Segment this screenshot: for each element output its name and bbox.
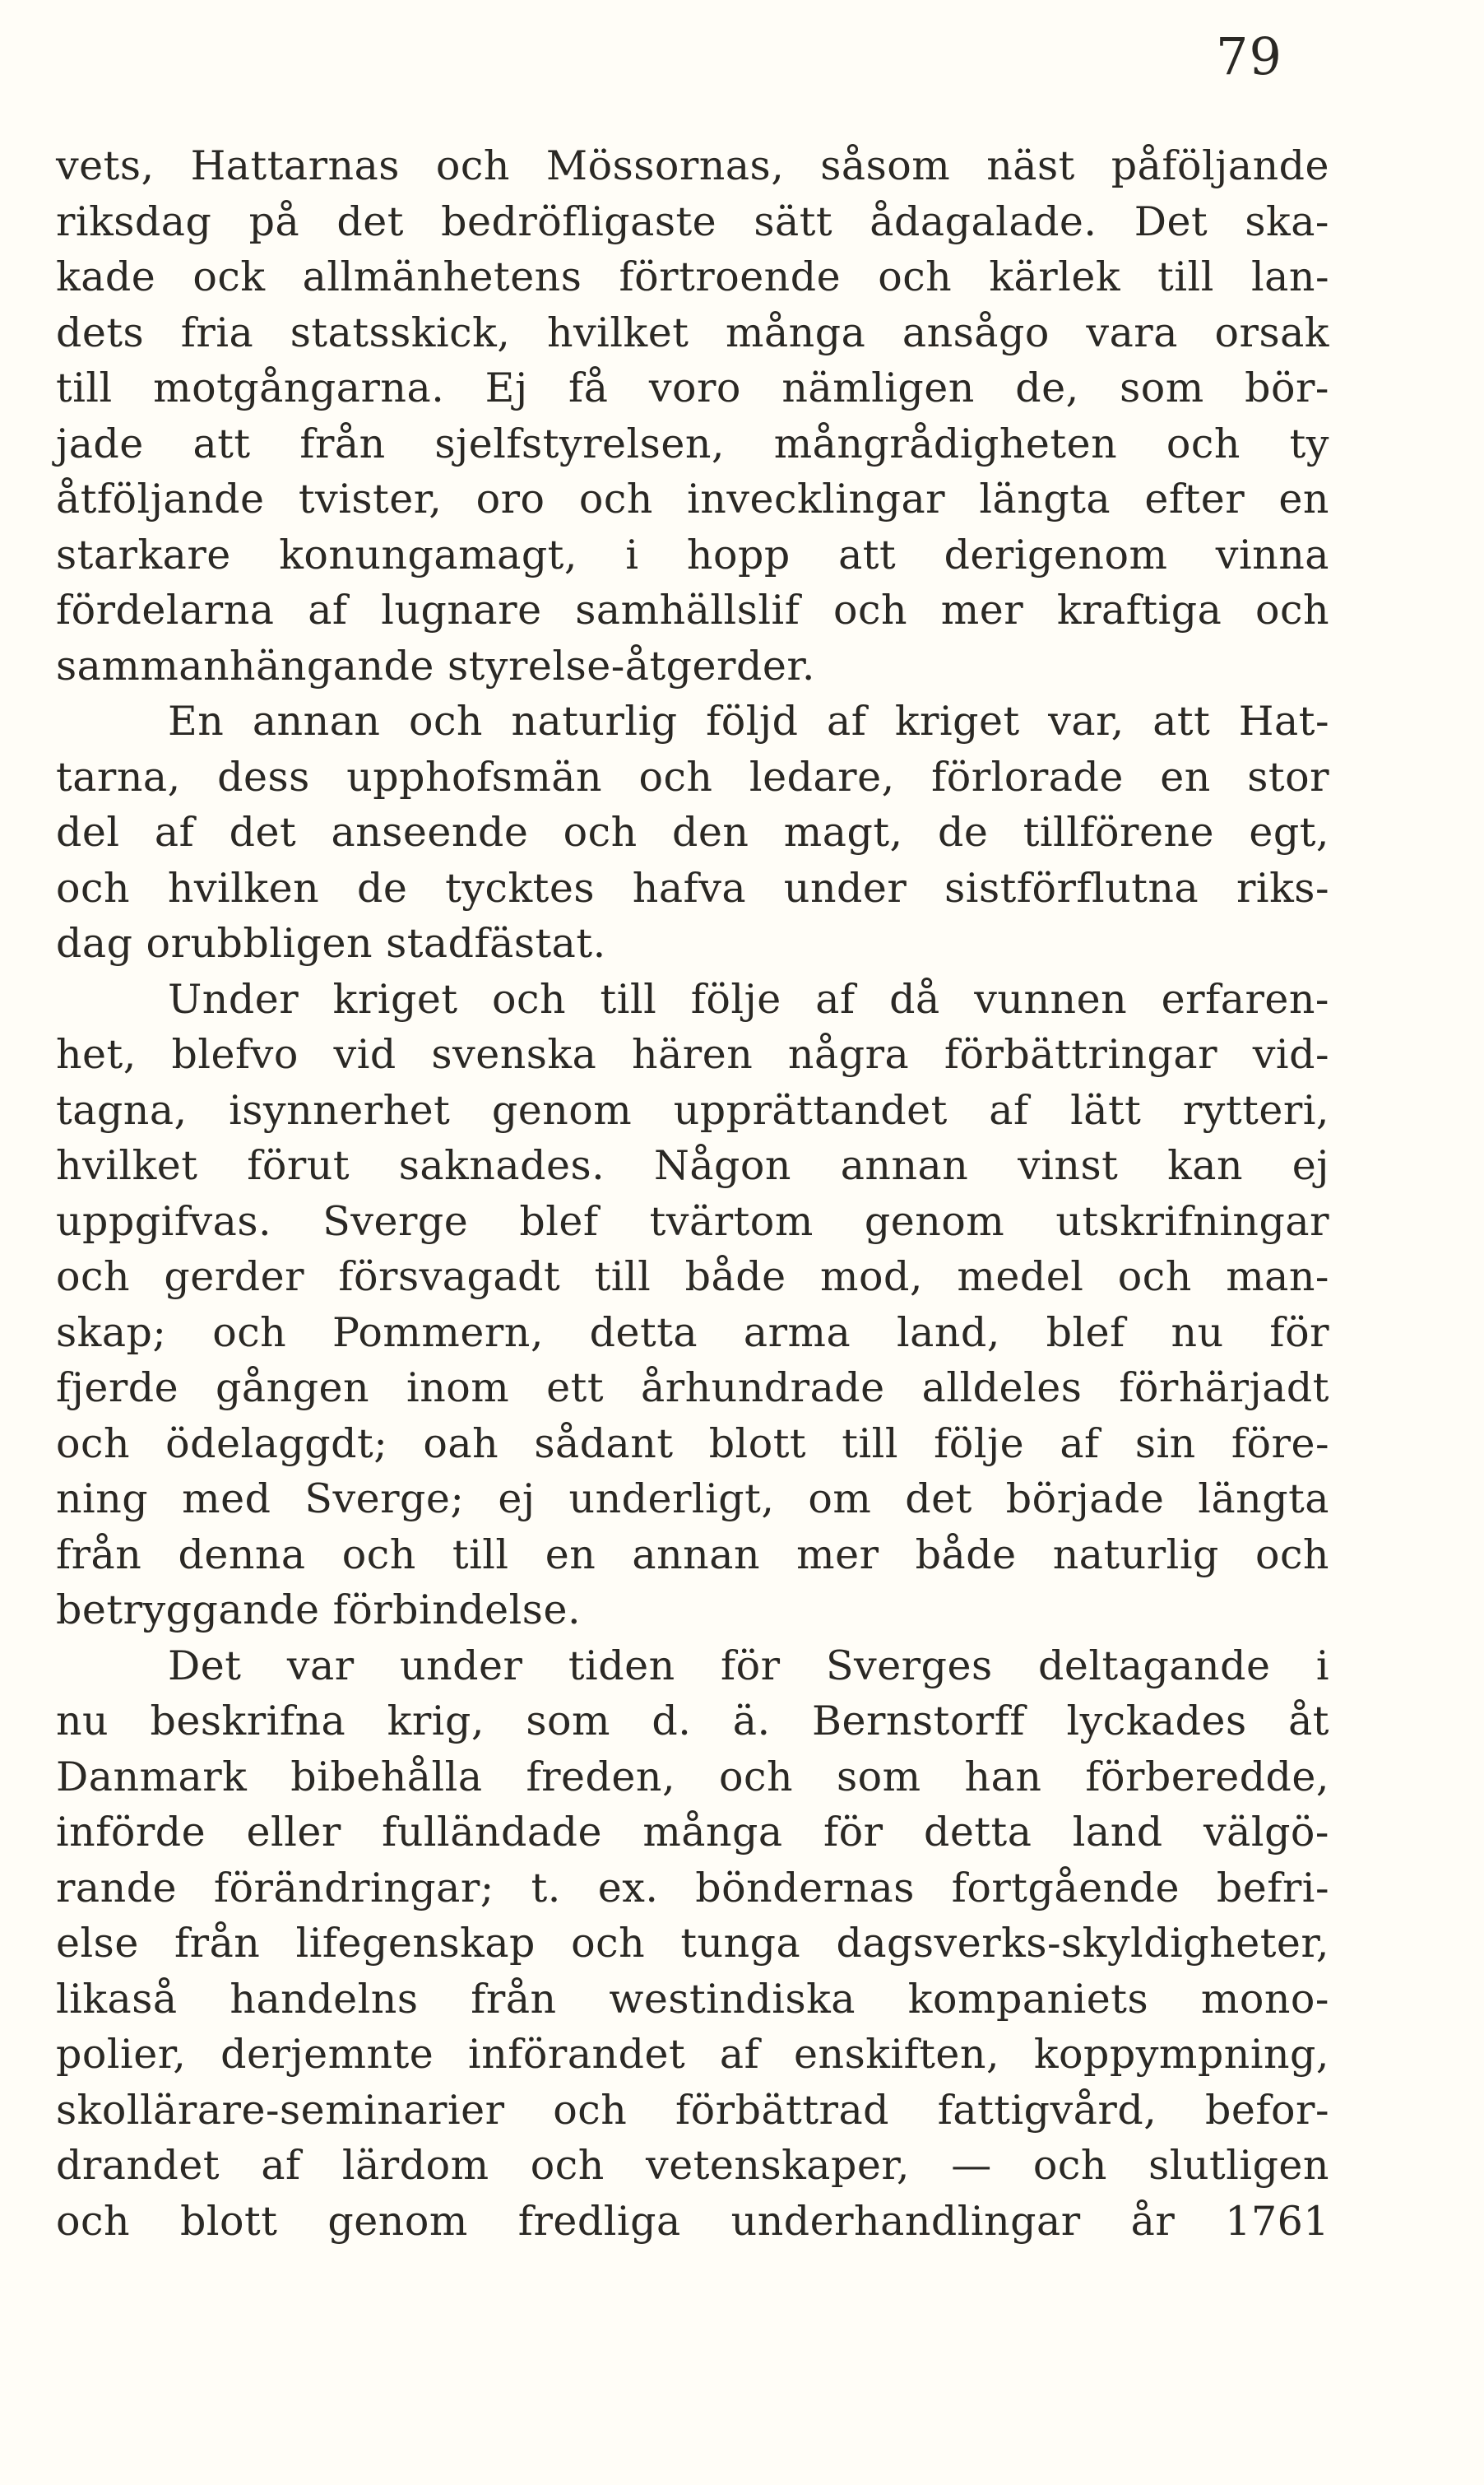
text-line: starkare konungamagt, i hopp att derigenom vinna bbox=[56, 531, 1329, 578]
text-line: Det var under tiden för Sverges deltagande i bbox=[168, 1642, 1329, 1689]
text-line: åtföljande tvister, oro och invecklingar längta efter en bbox=[56, 476, 1329, 523]
text-line: uppgifvas. Sverge blef tvärtom genom utskrifningar bbox=[56, 1197, 1329, 1245]
text-line: likaså handelns från westindiska kompaniets mono- bbox=[56, 1975, 1329, 2023]
paragraph-2 bbox=[56, 694, 1329, 972]
paragraph-4 bbox=[56, 1638, 1329, 2250]
text-line: Danmark bibehålla freden, och som han förberedde, bbox=[56, 1753, 1329, 1800]
text-line: het, blefvo vid svenska hären några förbättringar vid- bbox=[56, 1031, 1329, 1078]
text-line: skap; och Pommern, detta arma land, blef nu för bbox=[56, 1308, 1329, 1356]
text-line: vets, Hattarnas och Mössornas, såsom näst påföljande bbox=[56, 142, 1329, 189]
body-text bbox=[56, 138, 1329, 2249]
text-line: dets fria statsskick, hvilket många ansågo vara orsak bbox=[56, 309, 1329, 356]
text-line: betryggande förbindelse. bbox=[56, 1586, 582, 1633]
text-line: dag orubbligen stadfästat. bbox=[56, 920, 606, 967]
text-line: fjerde gången inom ett århundrade alldeles förhärjadt bbox=[56, 1364, 1329, 1411]
text-line: hvilket förut saknades. Någon annan vinst kan ej bbox=[56, 1142, 1329, 1189]
text-line: riksdag på det bedröfligaste sätt ådagalade. Det ska- bbox=[56, 197, 1329, 245]
text-line: rande förändringar; t. ex. böndernas fortgående befri- bbox=[56, 1864, 1329, 1911]
text-line: del af det anseende och den magt, de tillförene egt, bbox=[56, 809, 1329, 856]
text-line: polier, derjemnte införandet af enskiften, koppympning, bbox=[56, 2031, 1329, 2078]
text-line: else från lifegenskap och tunga dagsverks-skyldigheter, bbox=[56, 1920, 1329, 1967]
text-line: och gerder försvagadt till både mod, medel och man- bbox=[56, 1253, 1329, 1300]
text-line: och hvilken de tycktes hafva under sistförflutna riks- bbox=[56, 864, 1329, 912]
text-line: Under kriget och till följe af då vunnen erfaren- bbox=[168, 975, 1329, 1023]
paragraph-1 bbox=[56, 138, 1329, 694]
page-number: 79 bbox=[1216, 26, 1282, 86]
text-line: nu beskrifna krig, som d. ä. Bernstorff lyckades åt bbox=[56, 1698, 1329, 1744]
text-line: till motgångarna. Ej få voro nämligen de, som bör- bbox=[56, 365, 1329, 411]
text-line: ning med Sverge; ej underligt, om det började längta bbox=[56, 1475, 1329, 1522]
text-line: införde eller fulländade många för detta land välgö- bbox=[56, 1809, 1329, 1856]
text-line: fördelarna af lugnare samhällslif och mer kraftiga och bbox=[56, 587, 1329, 634]
text-line: från denna och till en annan mer både naturlig och bbox=[56, 1530, 1329, 1578]
text-line: kade ock allmänhetens förtroende och kärlek till lan- bbox=[56, 253, 1329, 300]
text-line: tagna, isynnerhet genom upprättandet af lätt rytteri, bbox=[56, 1086, 1329, 1134]
text-line: En annan och naturlig följd af kriget var, att Hat- bbox=[168, 698, 1329, 745]
paragraph-3 bbox=[56, 972, 1329, 1638]
text-line: drandet af lärdom och vetenskaper, — och slutligen bbox=[56, 2142, 1329, 2189]
text-line: jade att från sjelfstyrelsen, mångrådigheten och ty bbox=[56, 420, 1329, 467]
text-line: och ödelaggdt; oah sådant blott till följe af sin före- bbox=[56, 1419, 1329, 1467]
text-line: och blott genom fredliga underhandlingar år 1761 bbox=[56, 2197, 1329, 2245]
text-line: sammanhängande styrelse-åtgerder. bbox=[56, 642, 815, 690]
text-line: skollärare-seminarier och förbättrad fattigvård, befor- bbox=[56, 2086, 1329, 2134]
text-line: tarna, dess upphofsmän och ledare, förlorade en stor bbox=[56, 753, 1329, 801]
